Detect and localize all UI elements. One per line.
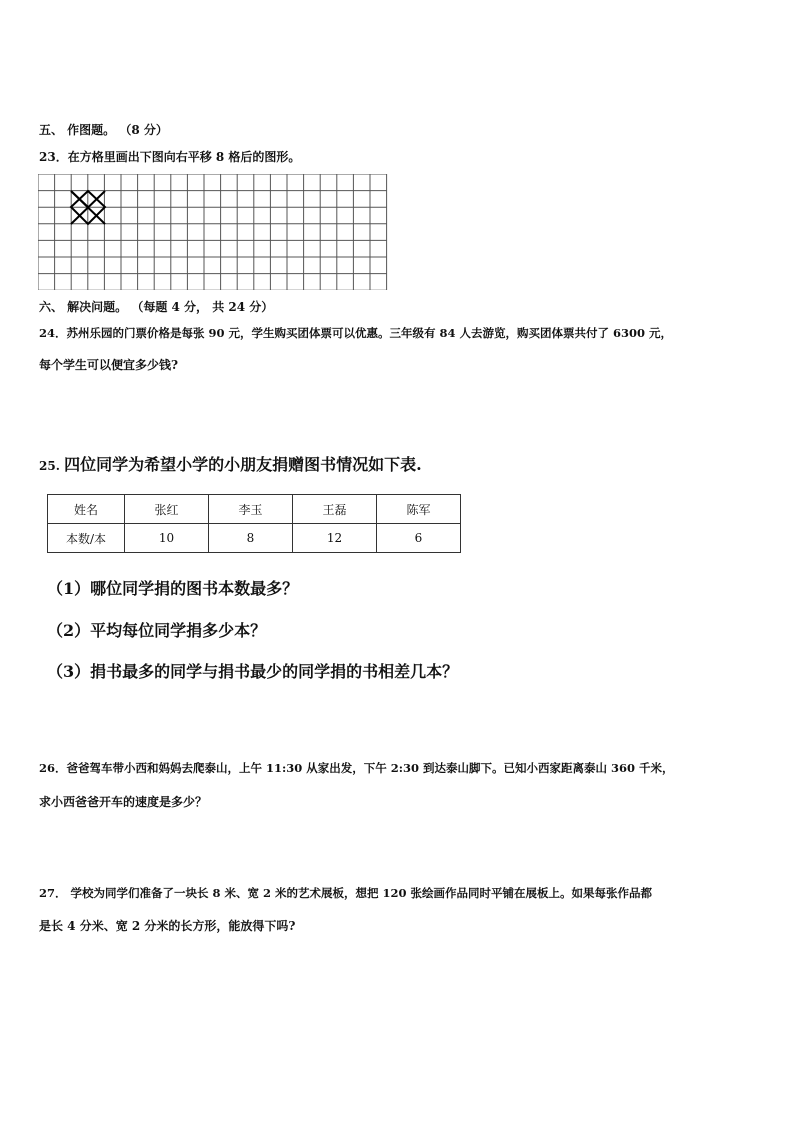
section6-heading: 六、 解决问题。 （每题 4 分， 共 24 分） (39, 300, 274, 314)
table-header-row (48, 495, 461, 524)
table-cell: 10 (125, 524, 209, 553)
question-25-sub3: （3）捐书最多的同学与捐书最少的同学捐的书相差几本？ (47, 662, 459, 681)
square-grid-figure (38, 174, 388, 290)
question-27-line2: 是长 4 分米、宽 2 分米的长方形，能放得下吗? (39, 919, 296, 933)
table-row (48, 524, 461, 553)
section5-heading: 五、 作图题。 （8 分） (39, 123, 168, 137)
table-cell: 6 (377, 524, 461, 553)
question-25-number: 25. (39, 459, 60, 473)
question-25-title (39, 452, 422, 475)
table-cell: 陈军 (377, 495, 461, 524)
table-cell: 12 (293, 524, 377, 553)
question-26-line2: 求小西爸爸开车的速度是多少？ (39, 795, 208, 809)
table-cell: 姓名 (48, 495, 125, 524)
question-27-line1: 27． 学校为同学们准备了一块长 8 米、宽 2 米的艺术展板，想把 120 张绘画作品同时平铺在展板上。如果每张作品都 (39, 886, 653, 900)
question-26-line1: 26．爸爸驾车带小西和妈妈去爬泰山，上午 11:30 从家出发，下午 2:30 到达泰山脚下。已知小西家距离泰山 360 千米， (39, 761, 674, 775)
table-cell: 8 (209, 524, 293, 553)
table-cell: 张红 (125, 495, 209, 524)
donation-table (47, 494, 461, 553)
question-23: 23．在方格里画出下图向右平移 8 格后的图形。 (39, 150, 301, 164)
table-cell: 王磊 (293, 495, 377, 524)
question-24-line2: 每个学生可以便宜多少钱? (39, 358, 179, 372)
table-cell: 本数/本 (48, 524, 125, 553)
question-25-text: 四位同学为希望小学的小朋友捐赠图书情况如下表. (64, 455, 422, 474)
table-cell: 李玉 (209, 495, 293, 524)
question-25-sub1: （1）哪位同学捐的图书本数最多？ (47, 579, 299, 598)
question-25-sub2: （2）平均每位同学捐多少本？ (47, 621, 267, 640)
question-24-line1: 24．苏州乐园的门票价格是每张 90 元，学生购买团体票可以优惠。三年级有 84 人去游览，购买团体票共付了 6300 元， (39, 326, 673, 340)
